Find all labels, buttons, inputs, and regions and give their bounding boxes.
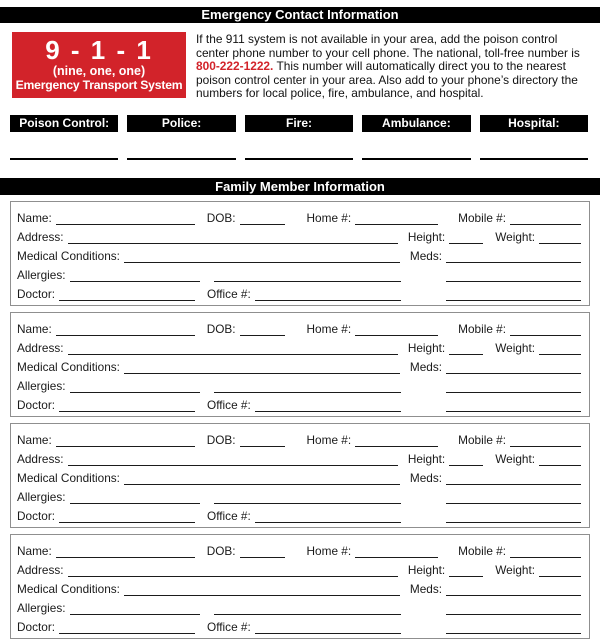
weight-fill-line[interactable] xyxy=(539,342,581,355)
section-header-family-member: Family Member Information xyxy=(0,178,600,195)
member-row-allergies xyxy=(17,374,581,393)
medical-conditions-label: Medical Conditions: xyxy=(17,359,120,374)
medical-conditions-fill-line[interactable] xyxy=(124,583,400,596)
doctor-label: Doctor: xyxy=(17,286,56,301)
member-row-medical xyxy=(17,466,581,485)
medical-conditions-label: Medical Conditions: xyxy=(17,470,120,485)
emergency-numbers-fill-lines xyxy=(10,158,588,160)
home-phone-fill-line[interactable] xyxy=(355,434,438,447)
dob-fill-line[interactable] xyxy=(240,323,285,336)
dob-label: DOB: xyxy=(206,210,236,225)
medical-conditions-label: Medical Conditions: xyxy=(17,581,120,596)
meds-label: Meds: xyxy=(409,470,442,485)
contact-label-box-ambulance: Ambulance: xyxy=(362,115,470,132)
mobile-phone-label: Mobile #: xyxy=(458,543,506,558)
allergies-extra-fill-line[interactable] xyxy=(214,380,401,393)
allergies-label: Allergies: xyxy=(17,600,66,615)
contact-fill-line[interactable] xyxy=(10,158,118,160)
medical-conditions-fill-line[interactable] xyxy=(124,472,400,485)
poison-control-phone-number: 800-222-1222. xyxy=(196,59,274,74)
family-member-block xyxy=(10,312,590,417)
meds-label: Meds: xyxy=(409,248,442,263)
member-row-name xyxy=(17,428,581,447)
name-fill-line[interactable] xyxy=(56,323,195,336)
family-member-block xyxy=(10,534,590,639)
home-phone-fill-line[interactable] xyxy=(355,212,438,225)
family-member-block xyxy=(10,423,590,528)
meds-extra-fill-line-2[interactable] xyxy=(446,288,581,301)
home-phone-fill-line[interactable] xyxy=(355,545,438,558)
office-phone-label: Office #: xyxy=(207,508,251,523)
instructions-text-after: This number will automatically direct you to the nearest poison control center in your area. Also add to your phone’s directory the numbers for local police, fire, ambulance, and hospital. xyxy=(196,59,578,101)
contact-fill-line[interactable] xyxy=(362,158,470,160)
weight-label: Weight: xyxy=(495,229,535,244)
allergies-label: Allergies: xyxy=(17,489,66,504)
allergies-label: Allergies: xyxy=(17,267,66,282)
dob-label: DOB: xyxy=(206,321,236,336)
member-row-allergies xyxy=(17,485,581,504)
allergies-fill-line[interactable] xyxy=(70,491,200,504)
meds-label: Meds: xyxy=(409,581,442,596)
badge-911-number: 9 - 1 - 1 xyxy=(45,35,153,65)
doctor-label: Doctor: xyxy=(17,508,56,523)
meds-extra-fill-line-1[interactable] xyxy=(446,602,581,615)
member-row-doctor xyxy=(17,615,581,634)
contact-label-box-fire: Fire: xyxy=(245,115,353,132)
address-label: Address: xyxy=(17,451,64,466)
poison-control-instructions xyxy=(196,32,592,101)
member-row-address xyxy=(17,225,581,244)
weight-label: Weight: xyxy=(495,451,535,466)
member-row-medical xyxy=(17,577,581,596)
badge-911 xyxy=(12,32,186,98)
home-phone-label: Home #: xyxy=(306,543,352,558)
member-row-address xyxy=(17,558,581,577)
contact-fill-line[interactable] xyxy=(127,158,235,160)
dob-fill-line[interactable] xyxy=(240,434,285,447)
office-phone-fill-line[interactable] xyxy=(255,288,401,301)
height-fill-line[interactable] xyxy=(449,342,483,355)
dob-label: DOB: xyxy=(206,432,236,447)
meds-label: Meds: xyxy=(409,359,442,374)
contact-fill-line[interactable] xyxy=(480,158,588,160)
allergies-extra-fill-line[interactable] xyxy=(214,602,401,615)
family-members-list xyxy=(0,201,600,639)
mobile-phone-label: Mobile #: xyxy=(458,210,506,225)
meds-extra-fill-line-1[interactable] xyxy=(446,380,581,393)
badge-911-phonetic: (nine, one, one) xyxy=(52,64,146,78)
allergies-label: Allergies: xyxy=(17,378,66,393)
member-row-name xyxy=(17,317,581,336)
doctor-fill-line[interactable] xyxy=(59,399,195,412)
height-label: Height: xyxy=(407,229,446,244)
instructions-text-before: If the 911 system is not available in your area, add the poison control center phone number to your cell phone. The national, toll-free number is xyxy=(196,32,580,60)
doctor-fill-line[interactable] xyxy=(59,288,195,301)
height-fill-line[interactable] xyxy=(449,564,483,577)
name-label: Name: xyxy=(17,210,52,225)
contact-label-box-poison-control: Poison Control: xyxy=(10,115,118,132)
height-label: Height: xyxy=(407,340,446,355)
address-label: Address: xyxy=(17,562,64,577)
member-row-allergies xyxy=(17,263,581,282)
allergies-fill-line[interactable] xyxy=(70,602,200,615)
weight-label: Weight: xyxy=(495,340,535,355)
meds-extra-fill-line-1[interactable] xyxy=(446,269,581,282)
meds-fill-line[interactable] xyxy=(446,472,581,485)
dob-label: DOB: xyxy=(206,543,236,558)
contact-label-box-hospital: Hospital: xyxy=(480,115,588,132)
office-phone-fill-line[interactable] xyxy=(255,510,401,523)
meds-extra-fill-line-2[interactable] xyxy=(446,399,581,412)
meds-fill-line[interactable] xyxy=(446,583,581,596)
mobile-phone-label: Mobile #: xyxy=(458,321,506,336)
dob-fill-line[interactable] xyxy=(240,545,285,558)
member-row-medical xyxy=(17,355,581,374)
weight-label: Weight: xyxy=(495,562,535,577)
address-fill-line[interactable] xyxy=(68,564,398,577)
name-fill-line[interactable] xyxy=(56,212,195,225)
medical-conditions-fill-line[interactable] xyxy=(124,250,400,263)
allergies-extra-fill-line[interactable] xyxy=(214,491,401,504)
name-label: Name: xyxy=(17,432,52,447)
name-label: Name: xyxy=(17,321,52,336)
medical-conditions-fill-line[interactable] xyxy=(124,361,400,374)
member-row-allergies xyxy=(17,596,581,615)
family-member-block xyxy=(10,201,590,306)
name-fill-line[interactable] xyxy=(56,434,195,447)
office-phone-label: Office #: xyxy=(207,286,251,301)
mobile-phone-fill-line[interactable] xyxy=(510,545,581,558)
height-label: Height: xyxy=(407,451,446,466)
badge-911-caption: Emergency Transport System xyxy=(15,78,183,92)
member-row-doctor xyxy=(17,393,581,412)
address-fill-line[interactable] xyxy=(68,231,398,244)
mobile-phone-label: Mobile #: xyxy=(458,432,506,447)
address-fill-line[interactable] xyxy=(68,453,398,466)
weight-fill-line[interactable] xyxy=(539,453,581,466)
emergency-numbers-row xyxy=(10,115,588,132)
office-phone-fill-line[interactable] xyxy=(255,399,401,412)
allergies-extra-fill-line[interactable] xyxy=(214,269,401,282)
contact-fill-line[interactable] xyxy=(245,158,353,160)
height-label: Height: xyxy=(407,562,446,577)
office-phone-label: Office #: xyxy=(207,397,251,412)
meds-extra-fill-line-2[interactable] xyxy=(446,510,581,523)
home-phone-label: Home #: xyxy=(306,432,352,447)
doctor-fill-line[interactable] xyxy=(59,510,195,523)
name-fill-line[interactable] xyxy=(56,545,195,558)
member-row-name xyxy=(17,539,581,558)
meds-fill-line[interactable] xyxy=(446,361,581,374)
allergies-fill-line[interactable] xyxy=(70,269,200,282)
mobile-phone-fill-line[interactable] xyxy=(510,323,581,336)
mobile-phone-fill-line[interactable] xyxy=(510,434,581,447)
member-row-address xyxy=(17,447,581,466)
height-fill-line[interactable] xyxy=(449,231,483,244)
doctor-label: Doctor: xyxy=(17,619,56,634)
dob-fill-line[interactable] xyxy=(240,212,285,225)
weight-fill-line[interactable] xyxy=(539,564,581,577)
contact-label-box-police: Police: xyxy=(127,115,235,132)
member-row-doctor xyxy=(17,282,581,301)
member-row-medical xyxy=(17,244,581,263)
weight-fill-line[interactable] xyxy=(539,231,581,244)
office-phone-label: Office #: xyxy=(207,619,251,634)
member-row-doctor xyxy=(17,504,581,523)
meds-fill-line[interactable] xyxy=(446,250,581,263)
member-row-name xyxy=(17,206,581,225)
address-fill-line[interactable] xyxy=(68,342,398,355)
home-phone-fill-line[interactable] xyxy=(355,323,438,336)
address-label: Address: xyxy=(17,229,64,244)
meds-extra-fill-line-1[interactable] xyxy=(446,491,581,504)
home-phone-label: Home #: xyxy=(306,210,352,225)
medical-conditions-label: Medical Conditions: xyxy=(17,248,120,263)
allergies-fill-line[interactable] xyxy=(70,380,200,393)
doctor-label: Doctor: xyxy=(17,397,56,412)
home-phone-label: Home #: xyxy=(306,321,352,336)
section-header-emergency-contact: Emergency Contact Information xyxy=(0,7,600,23)
emergency-911-section xyxy=(12,32,592,101)
mobile-phone-fill-line[interactable] xyxy=(510,212,581,225)
member-row-address xyxy=(17,336,581,355)
name-label: Name: xyxy=(17,543,52,558)
height-fill-line[interactable] xyxy=(449,453,483,466)
address-label: Address: xyxy=(17,340,64,355)
